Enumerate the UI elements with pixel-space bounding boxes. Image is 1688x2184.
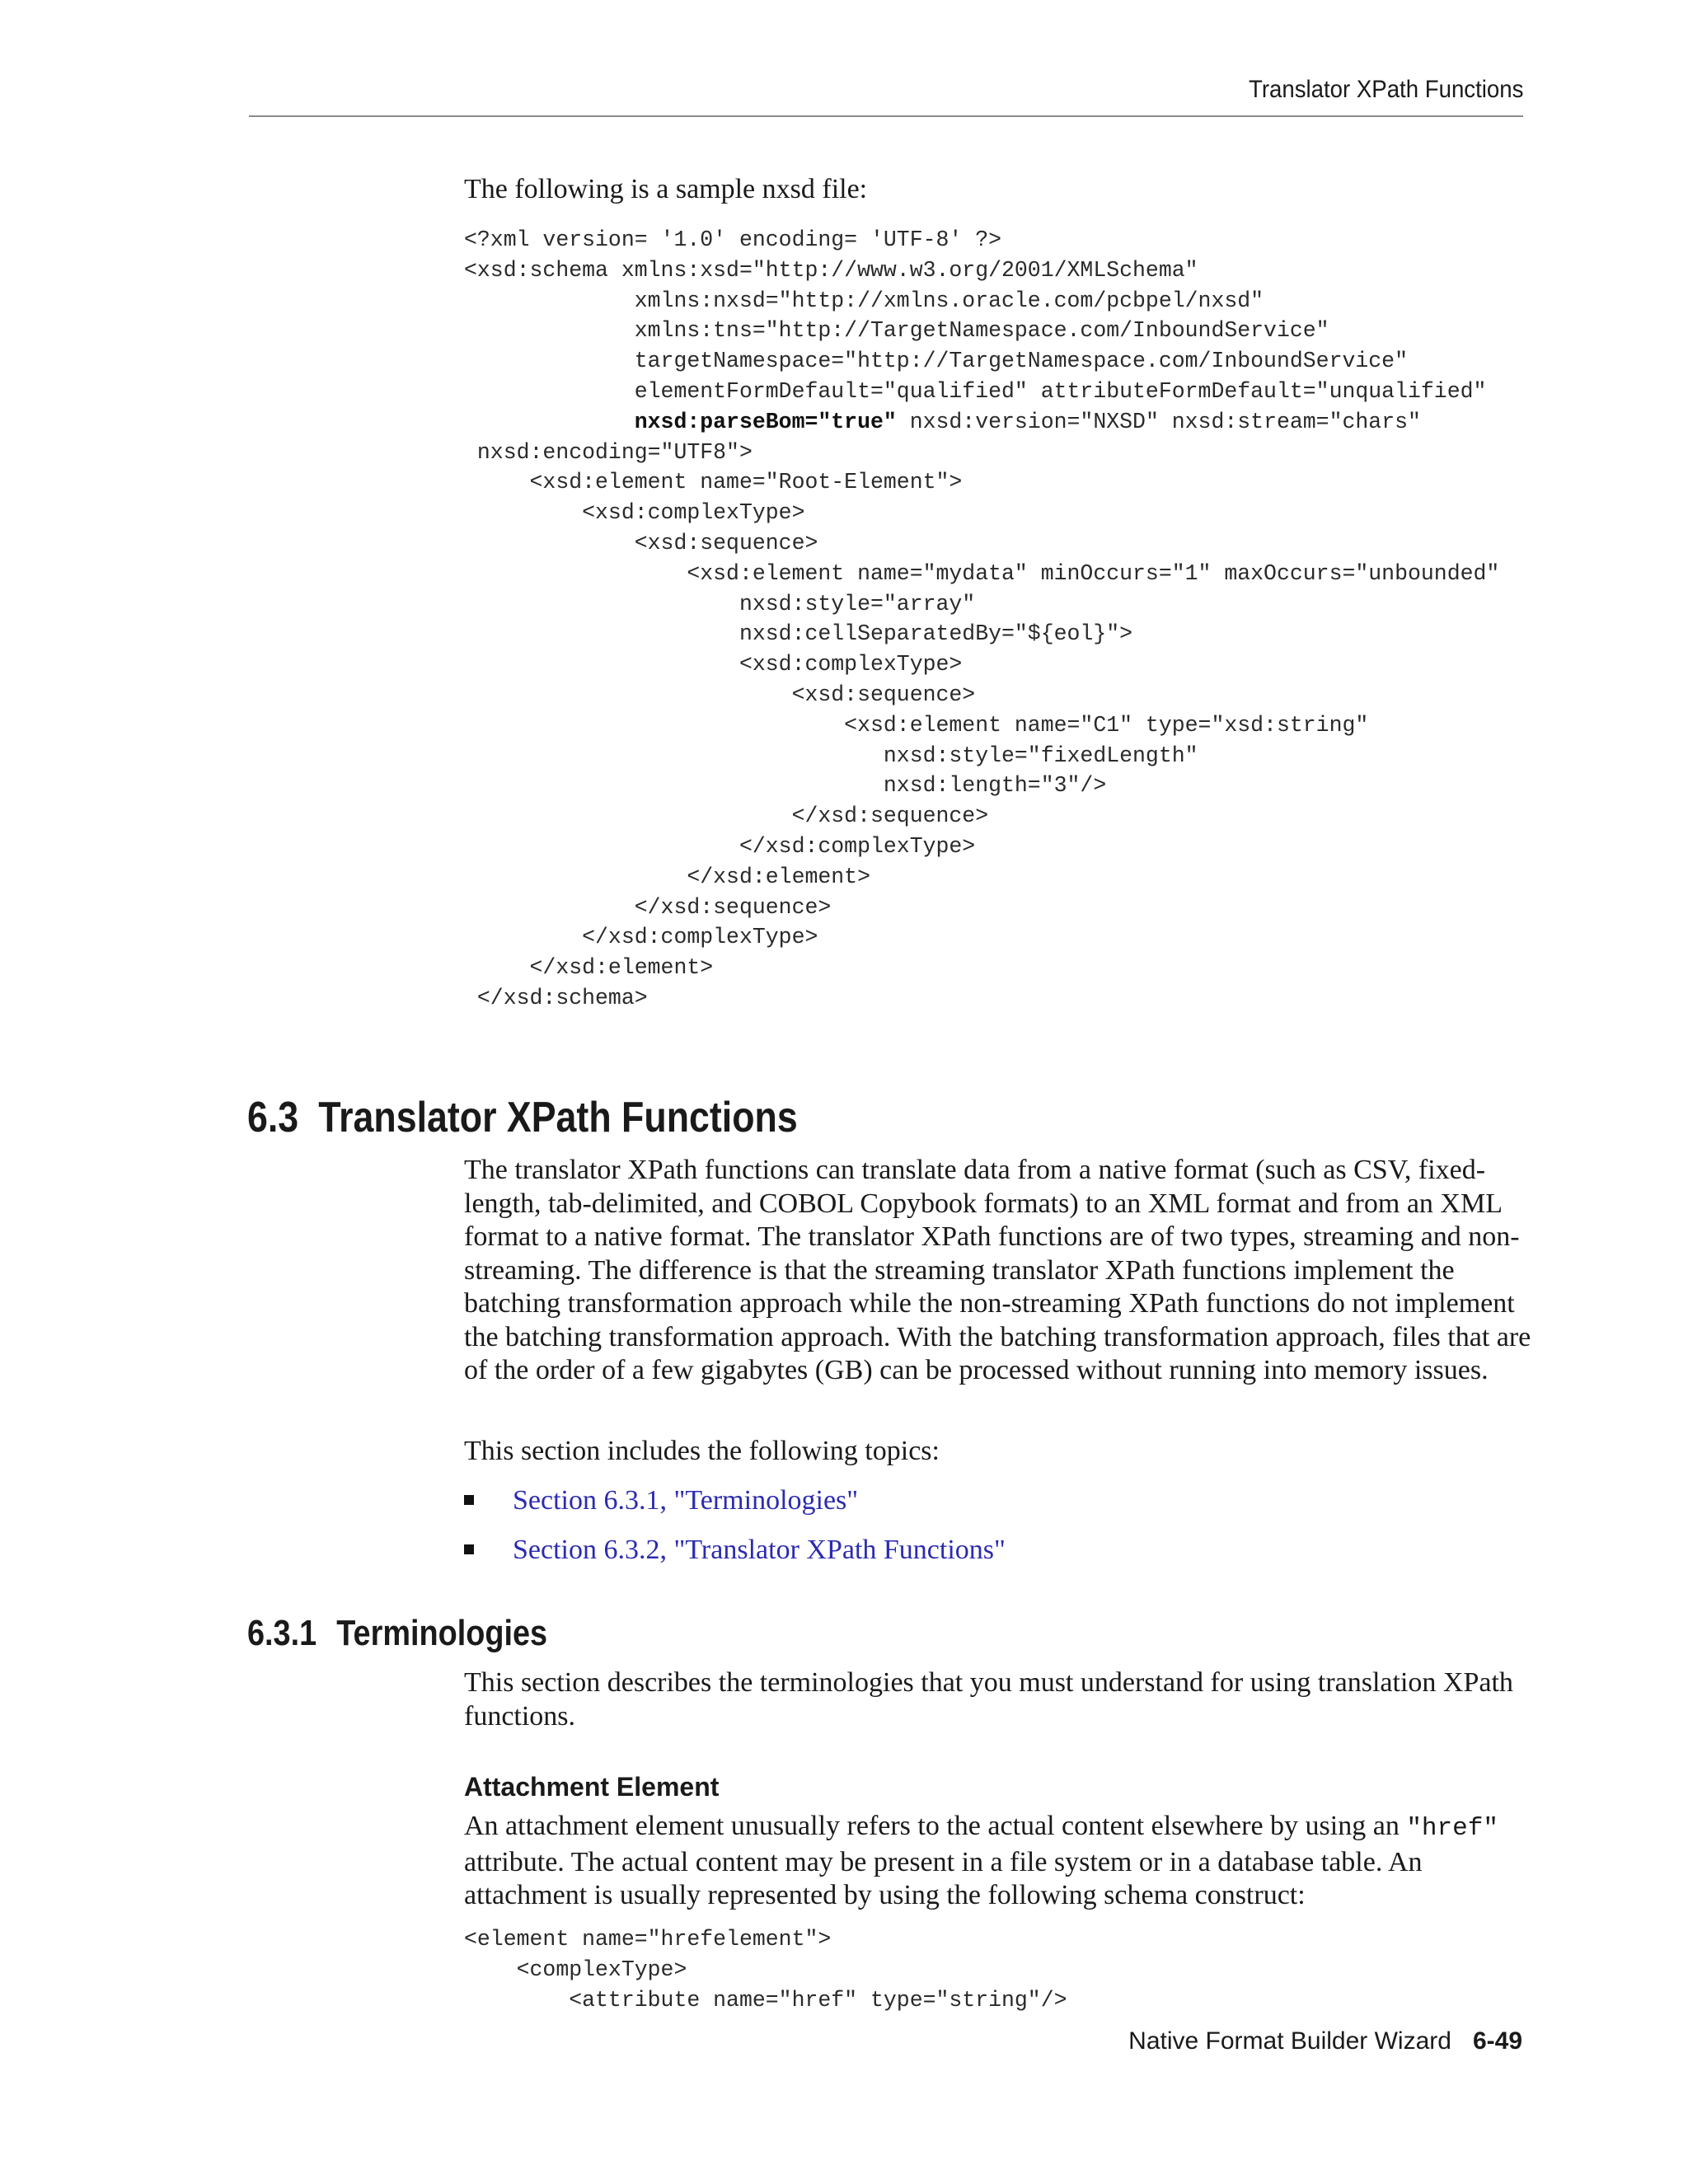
section-number: 6.3: [247, 1094, 299, 1141]
section-6-3-1-body: This section describes the terminologies that you must understand for using translation XPath functions.: [464, 1667, 1513, 1732]
page-number: 6-49: [1472, 2027, 1522, 2055]
attachment-text-after: attribute. The actual content may be present in a file system or in a database table. An attachment is usually represented by using the following schema construct:: [464, 1846, 1423, 1910]
header-rule: [249, 115, 1523, 117]
nxsd-code-sample: [464, 225, 1499, 1014]
intro-paragraph: The following is a sample nxsd file:: [464, 174, 868, 204]
list-item: [464, 1484, 858, 1517]
code-lines-before-bold: <?xml version= '1.0' encoding= 'UTF-8' ?> <xsd:schema xmlns:xsd="http://www.w3.org/2001/XMLSchema" xmlns:nxsd="http://xmlns.oracle.com/pcbpel/nxsd" xmlns:tns="http://TargetNamespace.com/InboundService" targetNamespace="http://TargetNamespace.com/InboundService" elementFormDefault="qualified" attributeFormDefault="unqualified": [464, 227, 1487, 404]
footer-book-title: Native Format Builder Wizard: [1128, 2027, 1451, 2055]
subsection-number: 6.3.1: [247, 1613, 317, 1653]
section-heading-6-3-1: [247, 1612, 547, 1655]
attachment-code-sample: <element name="hrefelement"> <complexType> <attribute name="href" type="string"/>: [464, 1927, 1067, 2013]
bullet-icon: [464, 1495, 474, 1505]
subsection-title: Terminologies: [336, 1613, 548, 1653]
attachment-text-before: An attachment element unusually refers to the actual content elsewhere by using an: [464, 1811, 1407, 1841]
list-item: [464, 1534, 1006, 1567]
xref-link-terminologies[interactable]: Section 6.3.1, "Terminologies": [513, 1485, 859, 1516]
attachment-element-body: [464, 1810, 1536, 1913]
attachment-element-heading: Attachment Element: [464, 1772, 720, 1802]
bullet-icon: [464, 1544, 474, 1554]
running-header: Translator XPath Functions: [1248, 76, 1523, 103]
section-heading-6-3: [247, 1093, 798, 1142]
section-title: Translator XPath Functions: [318, 1094, 798, 1141]
code-lines-after-bold: nxsd:version="NXSD" nxsd:stream="chars" nxsd:encoding="UTF8"> <xsd:element name="Root-Element"> <xsd:complexType> <xsd:sequence> <xsd:element name="mydata" minOccurs="1" maxOccurs="unbounded" nxsd:style="array" nxsd:cellSeparatedBy="${eol}"> <xsd:complexType> <xsd:sequence> <xsd:element name="C1" type="xsd:string" nxsd:style="fixedLength" nxsd:length="3"/> </xsd:sequence> </xsd:complexType> </xsd:element> </xsd:sequence> </xsd:complexType> </xsd:element> </xsd:schema>: [476, 409, 1500, 1010]
page-footer: [1128, 2027, 1522, 2055]
topics-intro: This section includes the following topics:: [464, 1436, 940, 1466]
code-bold-parsebom: nxsd:parseBom="true": [634, 409, 897, 434]
xref-link-translator-xpath-functions[interactable]: Section 6.3.2, "Translator XPath Functions": [513, 1535, 1006, 1565]
section-6-3-body: The translator XPath functions can translate data from a native format (such as CSV, fixed-length, tab-delimited, and COBOL Copybook formats) to an XML format and from an XML format to a native format. The translator XPath functions are of two types, streaming and non-streaming. The difference is that the streaming translator XPath functions implement the batching transformation approach while the non-streaming XPath functions do not implement the batching transformation approach. With the batching transformation approach, files that are of the order of a few gigabytes (GB) can be processed without running into memory issues.: [464, 1155, 1531, 1385]
inline-code-href: "href": [1406, 1814, 1498, 1843]
